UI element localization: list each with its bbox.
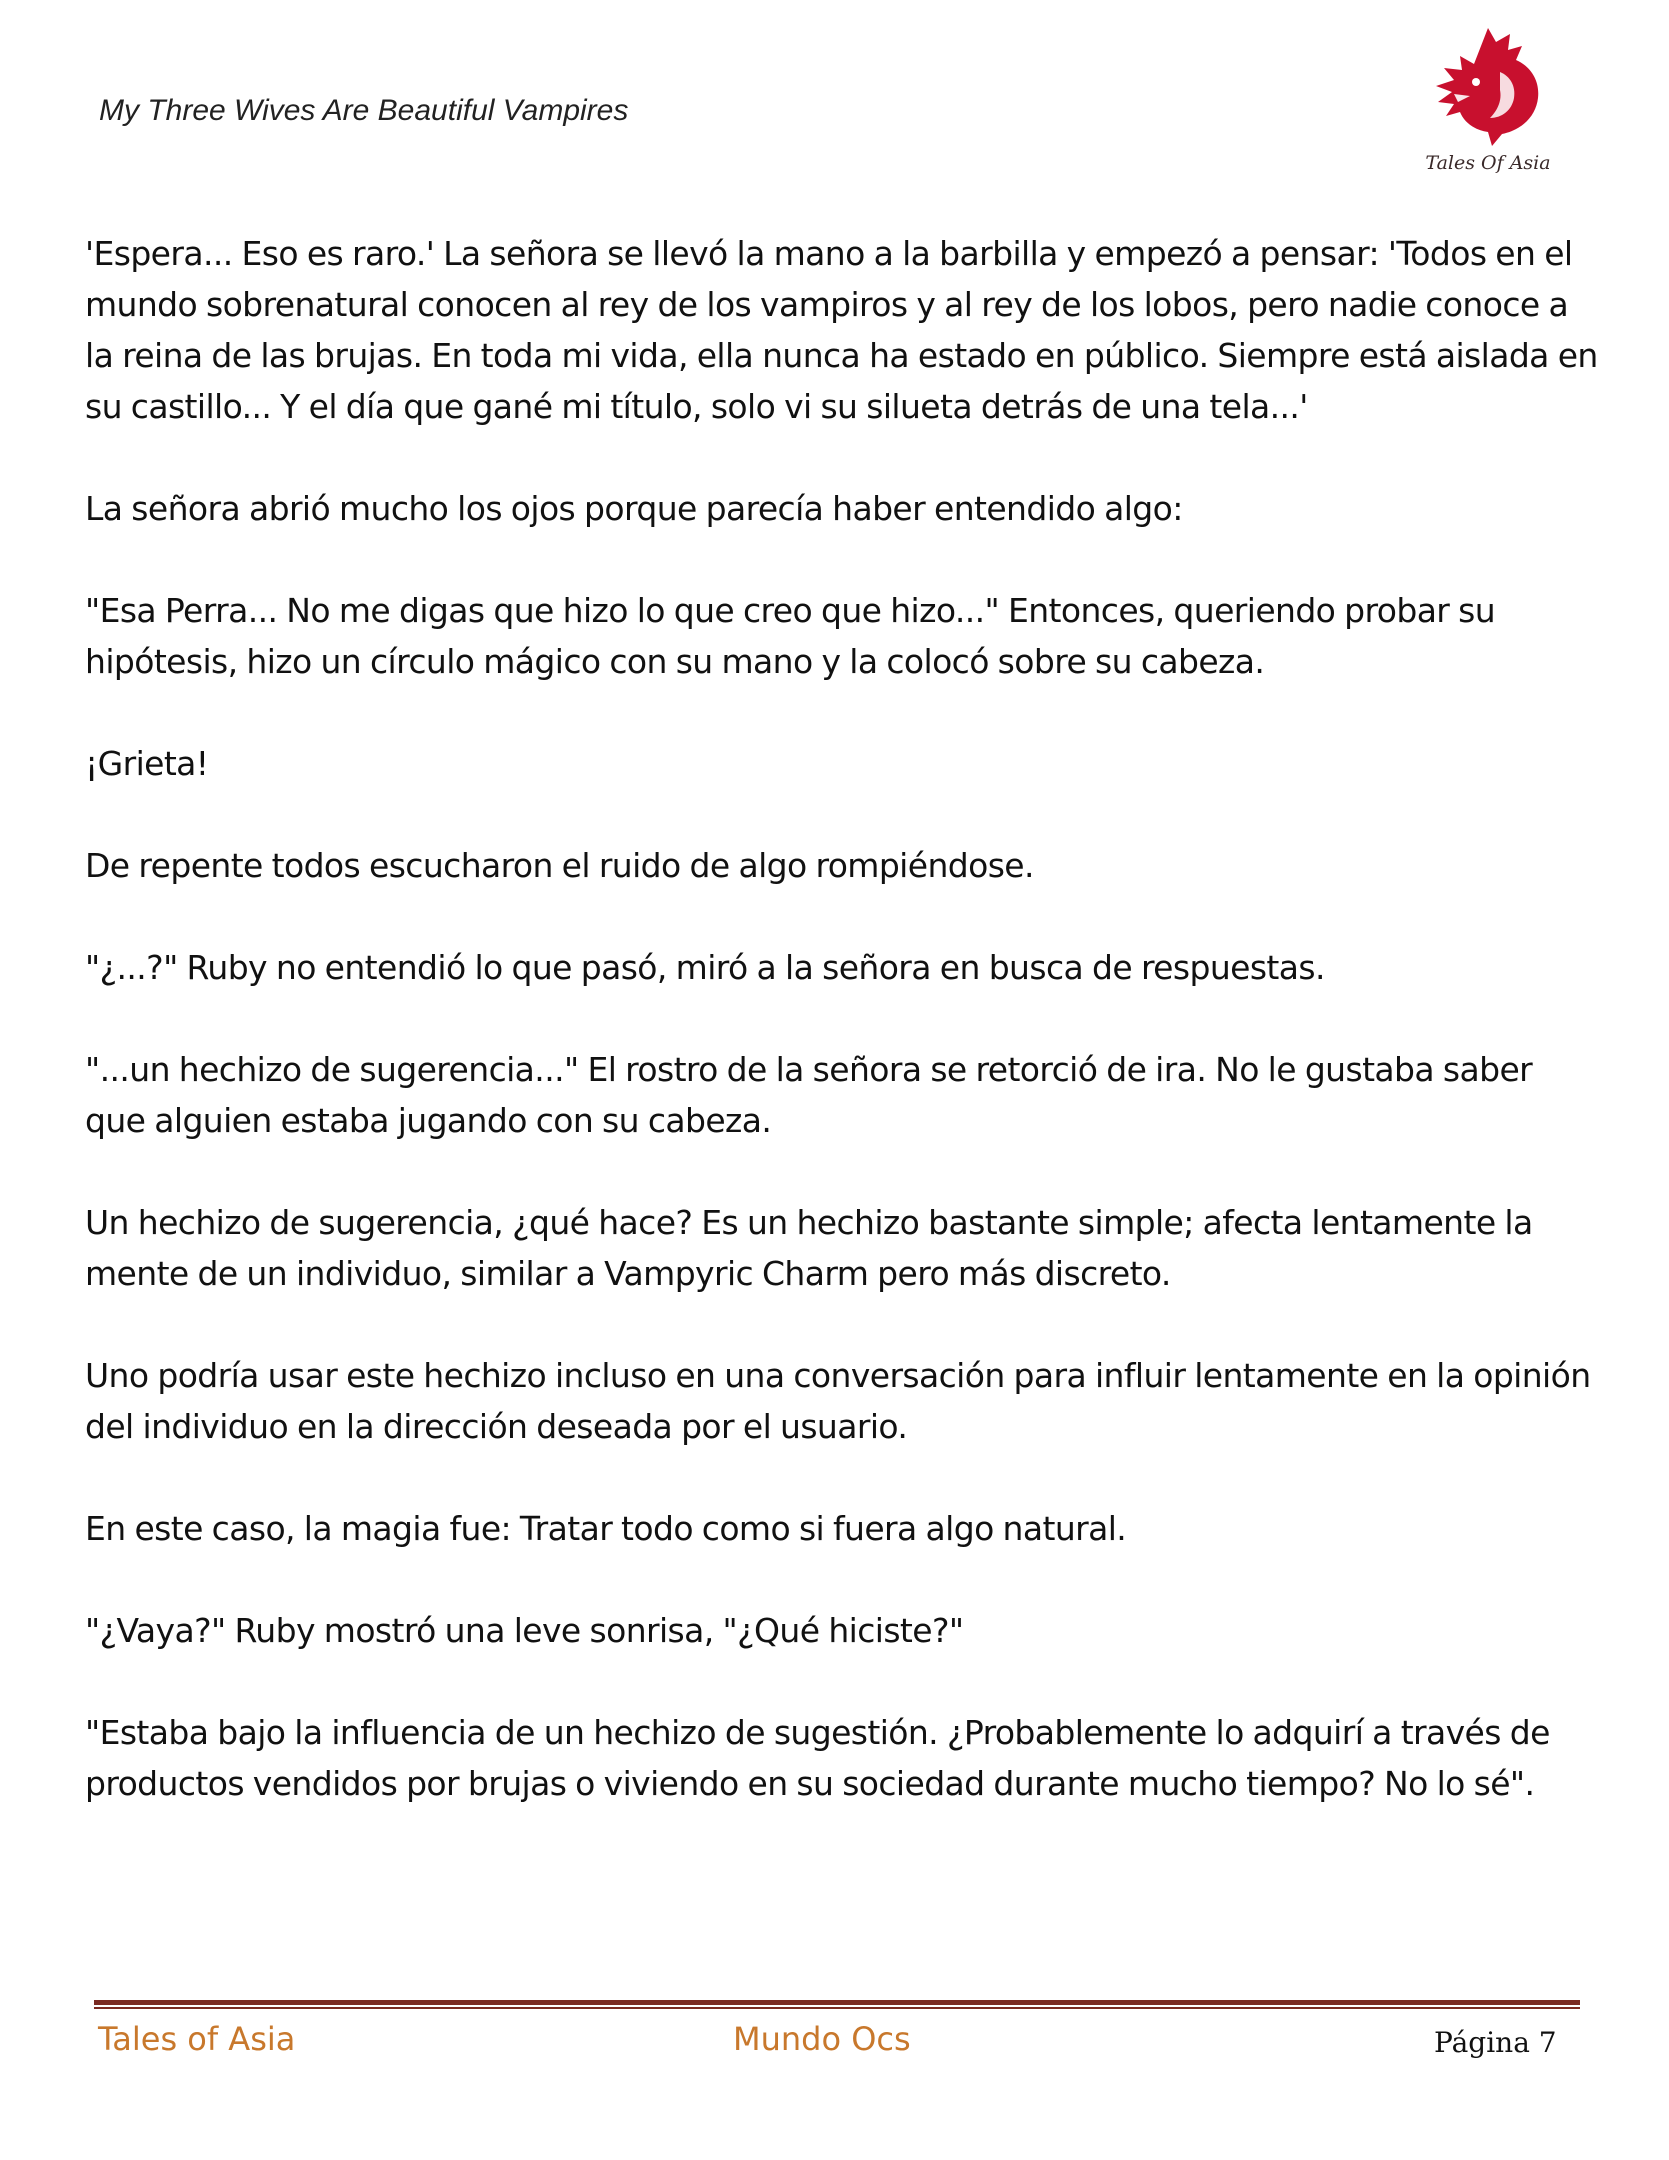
tales-of-asia-logo xyxy=(1418,20,1558,180)
paragraph: "¿Vaya?" Ruby mostró una leve sonrisa, "¿Qué hiciste?" xyxy=(85,1611,964,1650)
footer-divider xyxy=(94,2000,1580,2009)
paragraph: "Esa Perra... No me digas que hizo lo que creo que hizo..." Entonces, queriendo probar su hipótesis, hizo un círculo mágico con su mano y la colocó sobre su cabeza. xyxy=(85,591,1496,681)
paragraph: De repente todos escucharon el ruido de algo rompiéndose. xyxy=(85,846,1034,885)
paragraph: En este caso, la magia fue: Tratar todo como si fuera algo natural. xyxy=(85,1509,1127,1548)
page-number: Página 7 xyxy=(1434,2026,1557,2059)
paragraph: 'Espera... Eso es raro.' La señora se llevó la mano a la barbilla y empezó a pensar: 'Todos en el mundo sobrenatural conocen al rey de los vampiros y al rey de los lobos, pero nadie conoce a la reina de las brujas. En toda mi vida, ella nunca ha estado en público. Siempre está aislada en su castillo... Y el día que gané mi título, solo vi su silueta detrás de una tela...' xyxy=(85,234,1598,426)
paragraph: Uno podría usar este hechizo incluso en una conversación para influir lentamente en la opinión del individuo en la dirección deseada por el usuario. xyxy=(85,1356,1591,1446)
page-body xyxy=(85,228,1600,1860)
paragraph: "...un hechizo de sugerencia..." El rostro de la señora se retorció de ira. No le gustaba saber que alguien estaba jugando con su cabeza. xyxy=(85,1050,1533,1140)
paragraph: "¿...?" Ruby no entendió lo que pasó, miró a la señora en busca de respuestas. xyxy=(85,948,1325,987)
footer-publisher: Tales of Asia xyxy=(98,2020,296,2058)
logo-caption: Tales Of Asia xyxy=(1425,152,1551,174)
document-title: My Three Wives Are Beautiful Vampires xyxy=(99,94,629,127)
paragraph: Un hechizo de sugerencia, ¿qué hace? Es un hechizo bastante simple; afecta lentamente la mente de un individuo, similar a Vampyric Charm pero más discreto. xyxy=(85,1203,1533,1293)
red-dragon-icon xyxy=(1418,20,1558,155)
paragraph: ¡Grieta! xyxy=(85,744,209,783)
paragraph: La señora abrió mucho los ojos porque parecía haber entendido algo: xyxy=(85,489,1183,528)
footer-section: Mundo Ocs xyxy=(733,2020,911,2058)
paragraph: "Estaba bajo la influencia de un hechizo de sugestión. ¿Probablemente lo adquirí a través de productos vendidos por brujas o viviendo en su sociedad durante mucho tiempo? No lo sé". xyxy=(85,1713,1550,1803)
